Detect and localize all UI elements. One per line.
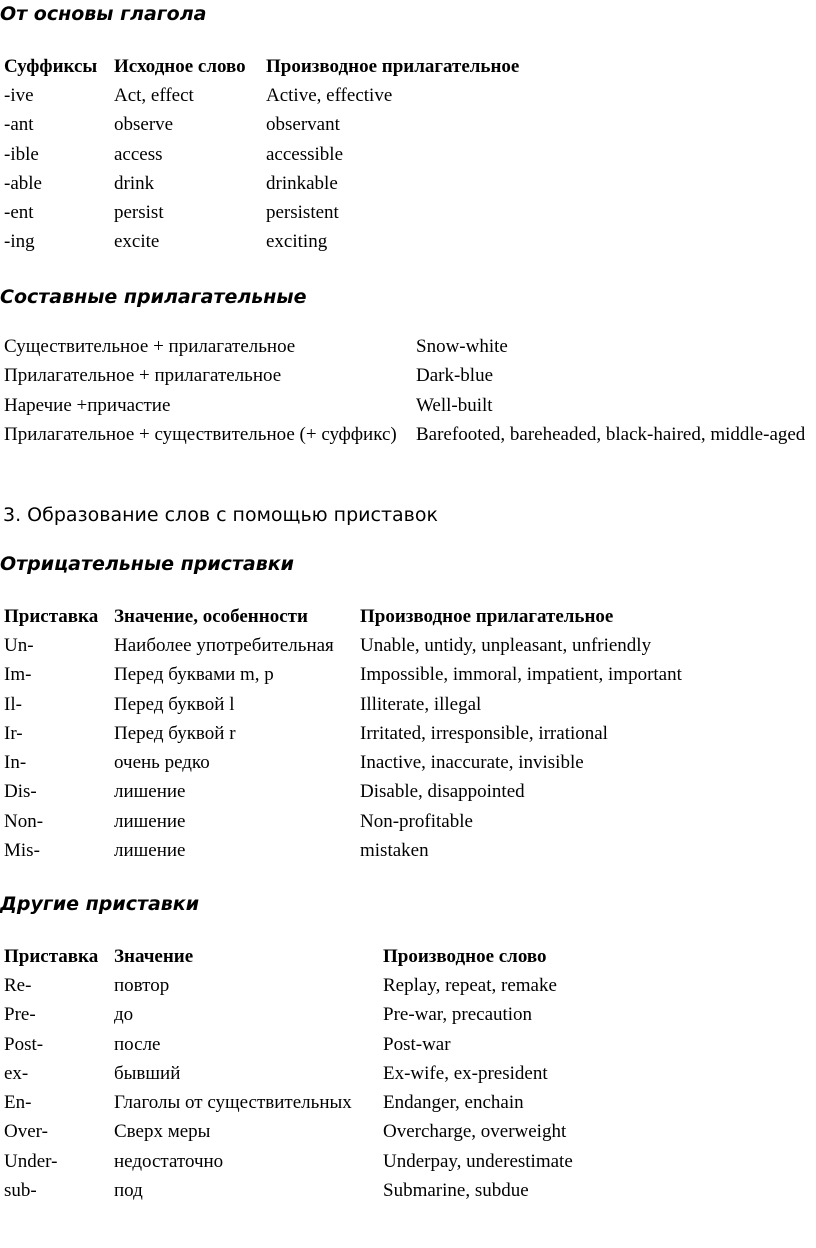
table-row	[0, 1030, 573, 1059]
meaning-cell: недостаточно	[114, 1150, 224, 1172]
prefix-cell: En-	[4, 1092, 32, 1114]
suffix-cell: -ive	[4, 84, 34, 106]
derived-adjective-cell: observant	[266, 114, 340, 136]
table-row	[0, 1059, 573, 1088]
column-header: Производное прилагательное	[266, 55, 520, 77]
derived-word-cell: Overcharge, overweight	[383, 1121, 567, 1143]
table-header-row	[0, 52, 519, 81]
derived-word-cell: Irritated, irresponsible, irrational	[360, 722, 608, 744]
meaning-cell: бывший	[114, 1062, 181, 1084]
column-header: Производное прилагательное	[360, 605, 614, 627]
section-title-prefixes: 3. Образование слов с помощью приставок	[3, 504, 438, 526]
meaning-cell: до	[114, 1004, 134, 1026]
example-cell: Snow-white	[416, 336, 508, 357]
meaning-cell: очень редко	[114, 752, 210, 774]
table-row	[0, 778, 682, 807]
example-cell: Dark-blue	[416, 365, 494, 387]
table-row	[0, 1147, 573, 1176]
pattern-cell: Существительное + прилагательное	[4, 336, 296, 357]
derived-adjective-cell: accessible	[266, 143, 344, 165]
column-header: Значение, особенности	[114, 605, 308, 627]
derived-word-cell: Illiterate, illegal	[360, 693, 482, 715]
derived-adjective-cell: Active, effective	[266, 84, 393, 106]
meaning-cell: лишение	[114, 840, 186, 862]
heading-negative-prefixes: Отрицательные приставки	[0, 553, 294, 575]
derived-word-cell: Disable, disappointed	[360, 781, 525, 803]
prefix-cell: sub-	[4, 1180, 37, 1202]
example-cell: Barefooted, bareheaded, black-haired, middle-aged	[416, 423, 806, 445]
meaning-cell: Глаголы от существительных	[114, 1092, 352, 1114]
prefix-cell: Pre-	[4, 1004, 36, 1026]
table-row	[0, 1176, 573, 1205]
meaning-cell: под	[114, 1180, 143, 1202]
prefix-cell: Re-	[4, 974, 32, 996]
derived-word-cell: Post-war	[383, 1033, 451, 1055]
source-word-cell: drink	[114, 172, 155, 194]
derived-adjective-cell: drinkable	[266, 172, 338, 194]
meaning-cell: Сверх меры	[114, 1121, 211, 1143]
table-row	[0, 140, 519, 169]
derived-word-cell: Replay, repeat, remake	[383, 974, 557, 996]
table-row	[0, 807, 682, 836]
derived-word-cell: Inactive, inaccurate, invisible	[360, 752, 584, 774]
source-word-cell: persist	[114, 202, 164, 224]
table-row	[0, 198, 519, 227]
table-row	[0, 81, 519, 110]
column-header: Приставка	[4, 605, 99, 627]
meaning-cell: Перед буквой r	[114, 722, 236, 744]
column-header: Суффиксы	[4, 55, 98, 77]
suffix-table	[0, 52, 519, 257]
table-row	[0, 111, 519, 140]
prefix-cell: Im-	[4, 664, 32, 686]
meaning-cell: Перед буквами m, p	[114, 664, 274, 686]
table-row	[0, 335, 812, 364]
derived-word-cell: Non-profitable	[360, 810, 473, 832]
prefix-cell: Over-	[4, 1121, 48, 1143]
derived-word-cell: mistaken	[360, 840, 429, 862]
table-row	[0, 228, 519, 257]
source-word-cell: observe	[114, 114, 174, 136]
pattern-cell: Прилагательное + прилагательное	[4, 365, 282, 387]
heading-compound-adjectives: Составные прилагательные	[0, 286, 307, 308]
prefix-cell: Un-	[4, 634, 34, 656]
meaning-cell: после	[114, 1033, 161, 1055]
table-row	[0, 631, 682, 660]
meaning-cell: повтор	[114, 974, 170, 996]
table-row	[0, 1001, 573, 1030]
derived-adjective-cell: exciting	[266, 231, 328, 253]
prefix-cell: Post-	[4, 1033, 44, 1055]
prefix-cell: Dis-	[4, 781, 37, 803]
prefix-cell: ex-	[4, 1062, 29, 1084]
suffix-cell: -ent	[4, 202, 34, 224]
example-cell: Well-built	[416, 394, 493, 416]
suffix-cell: -ing	[4, 231, 35, 253]
column-header: Производное слово	[383, 945, 547, 967]
compound-table	[0, 335, 812, 452]
prefix-cell: Il-	[4, 693, 22, 715]
table-header-row	[0, 942, 573, 971]
derived-word-cell: Impossible, immoral, impatient, important	[360, 664, 682, 686]
table-row	[0, 971, 573, 1000]
other-prefix-table	[0, 942, 573, 1206]
derived-word-cell: Ex-wife, ex-president	[383, 1062, 548, 1084]
column-header: Значение	[114, 945, 194, 967]
table-row	[0, 423, 812, 452]
derived-word-cell: Pre-war, precaution	[383, 1004, 533, 1026]
meaning-cell: лишение	[114, 810, 186, 832]
column-header: Приставка	[4, 945, 99, 967]
meaning-cell: Наиболее употребительная	[114, 634, 334, 656]
table-row	[0, 748, 682, 777]
source-word-cell: Act, effect	[114, 84, 194, 106]
negative-prefix-table	[0, 602, 682, 866]
pattern-cell: Наречие +причастие	[4, 394, 171, 416]
table-header-row	[0, 602, 682, 631]
table-row	[0, 836, 682, 865]
source-word-cell: excite	[114, 231, 160, 253]
derived-word-cell: Endanger, enchain	[383, 1092, 524, 1114]
table-row	[0, 719, 682, 748]
table-row	[0, 169, 519, 198]
table-row	[0, 1118, 573, 1147]
derived-adjective-cell: persistent	[266, 202, 339, 224]
derived-word-cell: Submarine, subdue	[383, 1180, 529, 1202]
prefix-cell: Under-	[4, 1150, 58, 1172]
table-row	[0, 364, 812, 393]
prefix-cell: Ir-	[4, 722, 23, 744]
heading-other-prefixes: Другие приставки	[0, 893, 200, 915]
meaning-cell: Перед буквой l	[114, 693, 235, 715]
prefix-cell: Non-	[4, 810, 44, 832]
column-header: Исходное слово	[114, 55, 246, 77]
suffix-cell: -ant	[4, 114, 34, 136]
prefix-cell: In-	[4, 752, 27, 774]
suffix-cell: -able	[4, 172, 42, 194]
derived-word-cell: Unable, untidy, unpleasant, unfriendly	[360, 634, 652, 656]
table-row	[0, 690, 682, 719]
prefix-cell: Mis-	[4, 840, 40, 862]
suffix-cell: -ible	[4, 143, 39, 165]
heading-verb-base: От основы глагола	[0, 3, 207, 25]
pattern-cell: Прилагательное + существительное (+ суффикс)	[4, 423, 397, 445]
source-word-cell: access	[114, 143, 163, 165]
table-row	[0, 1088, 573, 1117]
table-row	[0, 661, 682, 690]
derived-word-cell: Underpay, underestimate	[383, 1150, 573, 1172]
table-row	[0, 394, 812, 423]
meaning-cell: лишение	[114, 781, 186, 803]
